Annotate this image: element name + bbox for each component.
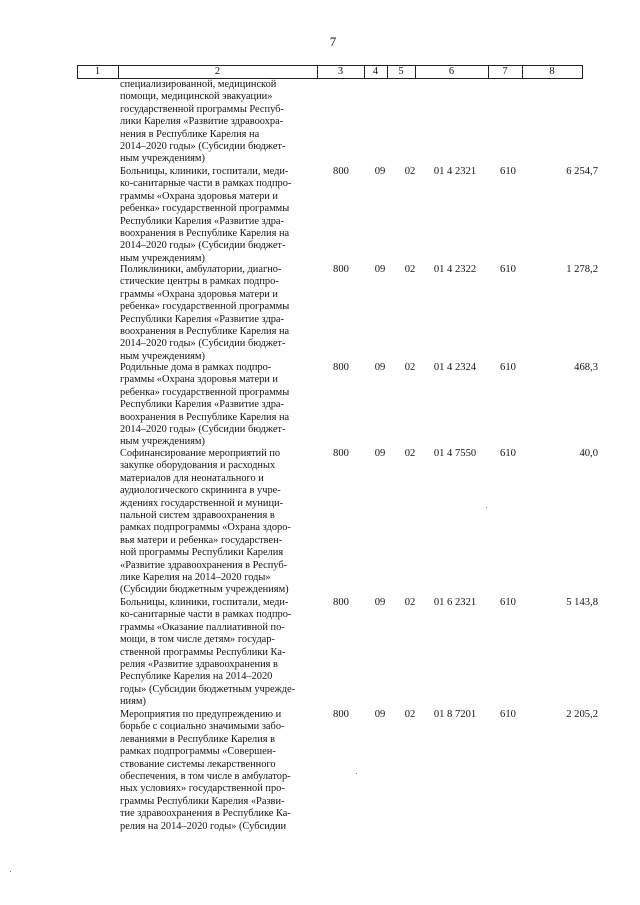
cell-col7: 610 xyxy=(500,264,516,275)
cell-col7: 610 xyxy=(500,709,516,720)
cell-col6: 01 4 2322 xyxy=(433,264,477,275)
cell-col8: 468,3 xyxy=(574,362,598,373)
cell-col7: 610 xyxy=(500,448,516,459)
cell-col8: 40,0 xyxy=(579,448,598,459)
cell-col4: 09 xyxy=(374,362,386,373)
row-description: Родильные дома в рамках подпро- граммы «Охрана здоровья матери и ребенка» государственной программы Республики Карелия «Развитие здра- воохранения в Республике Карелия на 2014–2020 годы» (Субсидии бюджет- ным учреждениям) xyxy=(120,362,290,448)
cell-col3: 800 xyxy=(333,709,349,720)
cell-col8: 6 254,7 xyxy=(566,166,598,177)
row-description: Больницы, клиники, госпитали, меди- ко-санитарные части в рамках подпро- граммы «Охрана здоровья матери и ребенка» государственной программы Республики Карелия «Развитие здра- воохранения в Республике Карелия на 2014–2020 годы» (Субсидии бюджет- ным учреждениям) xyxy=(120,166,292,264)
cell-col4: 09 xyxy=(374,448,386,459)
cell-col3: 800 xyxy=(333,264,349,275)
table-header-row xyxy=(77,65,583,79)
cell-col6: 01 8 7201 xyxy=(433,709,477,720)
cell-col6: 01 4 7550 xyxy=(433,448,477,459)
cell-col6: 01 4 2324 xyxy=(433,362,477,373)
cell-col6: 01 6 2321 xyxy=(433,597,477,608)
header-col-5: 5 xyxy=(398,66,404,77)
header-divider xyxy=(582,65,583,79)
cell-col5: 02 xyxy=(404,264,416,275)
scan-speck xyxy=(356,773,357,774)
cell-col7: 610 xyxy=(500,166,516,177)
row-description: Больницы, клиники, госпитали, меди- ко-санитарные части в рамках подпро- граммы «Оказание паллиативной по- мощи, в том числе детям» государ- ственной программы Республики Ка- релия «Развитие здравоохранения в Республике Карелия на 2014–2020 годы» (Субсидии бюджетным учрежде- ниям) xyxy=(120,597,296,708)
header-col-8: 8 xyxy=(549,66,555,77)
cell-col7: 610 xyxy=(500,597,516,608)
header-col-3: 3 xyxy=(337,66,344,77)
cell-col3: 800 xyxy=(333,166,349,177)
row-description: Софинансирование мероприятий по закупке оборудования и расходных материалов для неонатального и аудиологического скрининга в учре- ждениях государственной и муници- пальной систем здравоохранения в рамках подпрограммы «Охрана здоро- вья матери и ребенка» государствен- ной программы Республики Карелия «Развитие здравоохранения в Респуб- лике Карелия на 2014–2020 годы» (Субсидии бюджетным учреждениям) xyxy=(120,448,291,596)
cell-col7: 610 xyxy=(500,362,516,373)
cell-col5: 02 xyxy=(404,709,416,720)
row-description: Мероприятия по предупреждению и борьбе с социально значимыми забо- леваниями в Республике Карелия в рамках подпрограммы «Совершен- ствование системы лекарственного обеспечения, в том числе в амбулатор- ных условиях» государственной про- граммы Республики Карелия «Разви- тие здравоохранения в Республике Ка- релия на 2014–2020 годы» (Субсидии xyxy=(120,709,291,832)
scan-speck xyxy=(10,871,11,872)
header-col-4: 4 xyxy=(372,66,379,77)
cell-col4: 09 xyxy=(374,166,386,177)
row-description: специализированной, медицинской помощи, медицинской эвакуации» государственной программы Респуб- лики Карелия «Развитие здравоохра- нения в Республике Карелия на 2014–2020 годы» (Субсидии бюджет- ным учреждениям) xyxy=(120,79,286,165)
cell-col3: 800 xyxy=(333,448,349,459)
header-col-1: 1 xyxy=(94,66,101,77)
header-col-2: 2 xyxy=(214,66,221,77)
cell-col4: 09 xyxy=(374,709,386,720)
cell-col3: 800 xyxy=(333,362,349,373)
cell-col8: 1 278,2 xyxy=(566,264,598,275)
row-description: Поликлиники, амбулатории, диагно- стические центры в рамках подпро- граммы «Охрана здоровья матери и ребенка» государственной программы Республики Карелия «Развитие здра- воохранения в Республике Карелия на 2014–2020 годы» (Субсидии бюджет- ным учреждениям) xyxy=(120,264,290,362)
cell-col8: 2 205,2 xyxy=(566,709,598,720)
cell-col5: 02 xyxy=(404,362,416,373)
page-number: 7 xyxy=(329,34,337,49)
cell-col5: 02 xyxy=(404,597,416,608)
cell-col8: 5 143,8 xyxy=(566,597,598,608)
header-col-7: 7 xyxy=(502,66,508,77)
cell-col3: 800 xyxy=(333,597,349,608)
header-col-6: 6 xyxy=(448,66,455,77)
cell-col4: 09 xyxy=(374,264,386,275)
cell-col5: 02 xyxy=(404,166,416,177)
scan-speck xyxy=(486,507,487,508)
cell-col5: 02 xyxy=(404,448,416,459)
cell-col4: 09 xyxy=(374,597,386,608)
cell-col6: 01 4 2321 xyxy=(433,166,477,177)
